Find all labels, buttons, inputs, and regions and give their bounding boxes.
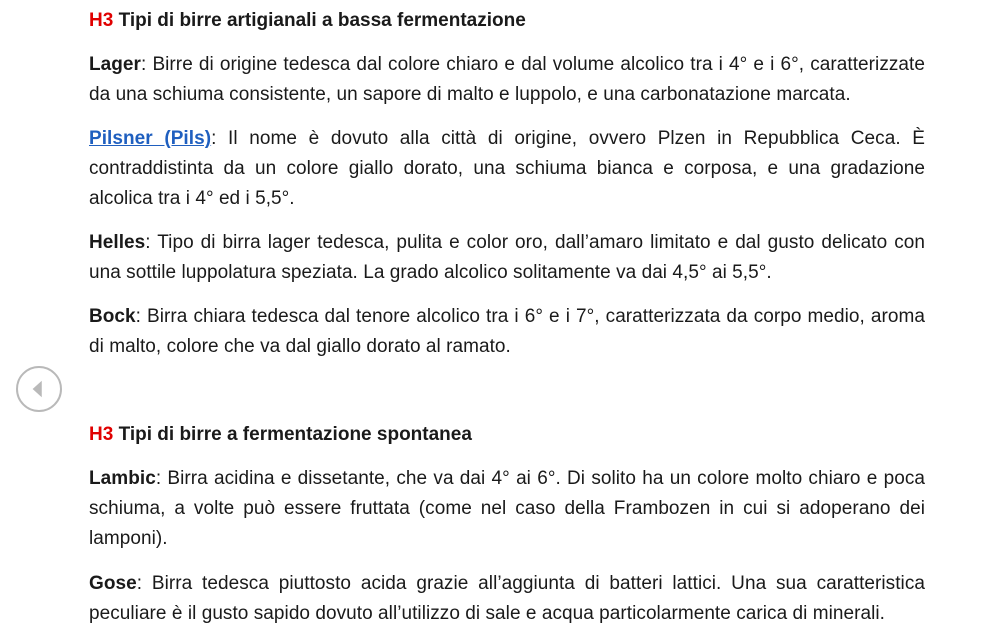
term-bock: Bock xyxy=(89,306,136,327)
circle-left-arrow-icon xyxy=(18,368,60,410)
back-navigation-button[interactable] xyxy=(16,366,62,412)
section-heading-spontaneous-fermentation xyxy=(89,420,472,450)
heading-title: Tipi di birre a fermentazione spontanea xyxy=(118,424,472,445)
definition-gose: : Birra tedesca piuttosto acida grazie all’aggiunta di batteri lattici. Una sua caratteristica peculiare è il gusto sapido dovuto all’utilizzo di sale e acqua particolarmente carica di minerali. xyxy=(89,573,925,624)
section-heading-low-fermentation xyxy=(89,6,526,36)
heading-title: Tipi di birre artigianali a bassa fermentazione xyxy=(118,10,526,31)
heading-tag: H3 xyxy=(89,424,114,445)
term-helles: Helles xyxy=(89,232,146,253)
term-gose: Gose xyxy=(89,573,137,594)
term-lambic: Lambic xyxy=(89,468,156,489)
definition-pilsner: : Il nome è dovuto alla città di origine, ovvero Plzen in Repubblica Ceca. È contraddistinta da un colore giallo dorato, una schiuma bianca e corposa, e una gradazione alcolica tra i 4° ed i 5,5°. xyxy=(89,128,925,209)
paragraph-helles xyxy=(89,228,925,288)
link-pilsner[interactable]: Pilsner (Pils) xyxy=(89,128,212,149)
paragraph-bock xyxy=(89,302,925,362)
paragraph-lager xyxy=(89,50,925,110)
definition-helles: : Tipo di birra lager tedesca, pulita e color oro, dall’amaro limitato e dal gusto delicato con una sottile luppolatura speziata. La grado alcolico solitamente va dai 4,5° ai 5,5°. xyxy=(89,232,925,283)
paragraph-pilsner xyxy=(89,124,925,214)
definition-bock: : Birra chiara tedesca dal tenore alcolico tra i 6° e i 7°, caratterizzata da corpo medio, aroma di malto, colore che va dal giallo dorato al ramato. xyxy=(89,306,925,357)
definition-lambic: : Birra acidina e dissetante, che va dai 4° ai 6°. Di solito ha un colore molto chiaro e poca schiuma, a volte può essere fruttata (come nel caso della Frambozen in cui si adoperano dei lamponi). xyxy=(89,468,925,549)
paragraph-gose xyxy=(89,569,925,629)
heading-tag: H3 xyxy=(89,10,114,31)
paragraph-lambic xyxy=(89,464,925,554)
definition-lager: : Birre di origine tedesca dal colore chiaro e dal volume alcolico tra i 4° e i 6°, caratterizzate da una schiuma consistente, un sapore di malto e luppolo, e una carbonatazione marcata. xyxy=(89,54,925,105)
term-lager: Lager xyxy=(89,54,141,75)
